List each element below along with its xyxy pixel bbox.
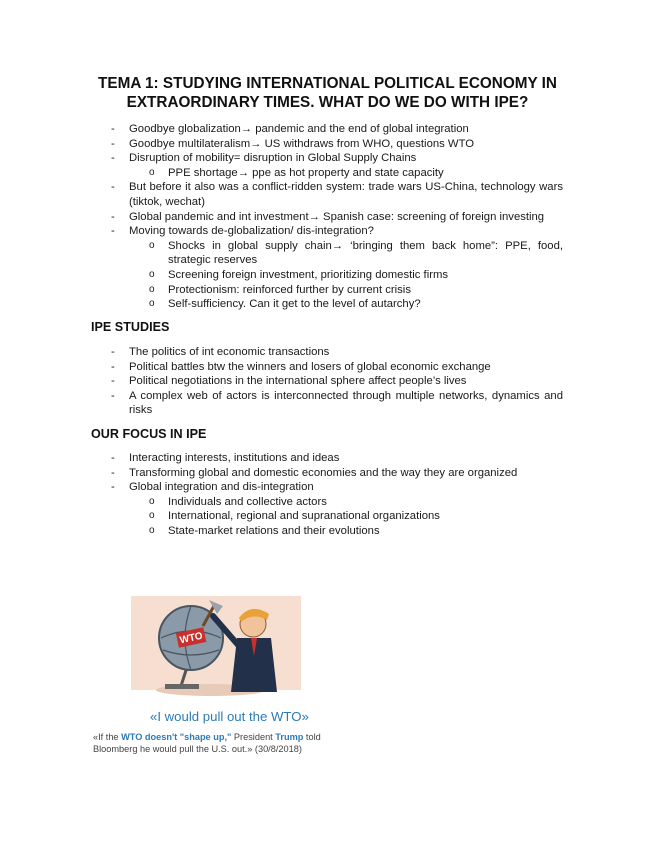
sub-bullet-icon: o [149, 268, 155, 280]
section-heading-our-focus: OUR FOCUS IN IPE [91, 427, 207, 441]
list-item-text: Global pandemic and int investment→ Spanish case: screening of foreign investing [129, 210, 545, 223]
list-item-text: Goodbye globalization→ pandemic and the end of global integration [129, 123, 469, 135]
bullet-icon: - [111, 389, 115, 402]
bullet-icon: - [111, 466, 115, 479]
list-item [0, 137, 563, 152]
list-item [0, 466, 563, 481]
list-item-text: The politics of int economic transactions [129, 346, 330, 358]
list-item-text: Individuals and collective actors [168, 495, 327, 508]
list-item-text: Shocks in global supply chain→ ‘bringing them back home”: PPE, food, strategic reserves [168, 239, 563, 267]
list-item [0, 297, 563, 312]
list-item-text: International, regional and supranational organizations [168, 510, 440, 523]
list-item [0, 210, 563, 225]
bullet-icon: - [111, 152, 115, 165]
quote-part-2: President [231, 732, 276, 742]
list-item-text: Global integration and dis-integration [129, 481, 314, 494]
list-item [0, 451, 563, 466]
bullet-icon: - [111, 225, 115, 238]
quote-trump: Trump [275, 732, 304, 742]
section-heading-ipe-studies: IPE STUDIES [91, 320, 170, 334]
list-item [0, 180, 563, 209]
list-item-text: Screening foreign investment, prioritizing domestic firms [168, 268, 449, 281]
quote-part-3: told Bloomberg he would pull the U.S. out.» (30/8/2018) [93, 732, 321, 754]
figure-quote [93, 732, 343, 755]
list-item-text: Self-sufficiency. Can it get to the level of autarchy? [168, 298, 421, 311]
list-item-text: Protectionism: reinforced further by current crisis [168, 283, 411, 296]
list-item-text: But before it also was a conflict-ridden system: trade wars US-China, technology wars (tiktok, wechat) [129, 181, 563, 208]
list-item [0, 345, 563, 360]
bullet-icon: - [111, 123, 115, 135]
list-item [0, 360, 563, 375]
bullet-icon: - [111, 181, 115, 194]
list-item [0, 224, 563, 239]
our-focus-list [0, 451, 563, 539]
list-item [0, 151, 563, 166]
list-item-text: Interacting interests, institutions and ideas [129, 452, 340, 464]
sub-bullet-icon: o [149, 510, 155, 522]
list-item [0, 268, 563, 283]
ipe-studies-list [0, 345, 563, 418]
list-item-text: Political battles btw the winners and losers of global economic exchange [129, 360, 491, 373]
sub-bullet-icon: o [149, 524, 155, 536]
quote-wto: WTO doesn't "shape up," [121, 732, 232, 742]
list-item-text: A complex web of actors is interconnected through multiple networks, dynamics and risks [129, 389, 563, 417]
list-item [0, 122, 563, 137]
list-item [0, 239, 563, 268]
list-item [0, 389, 563, 418]
list-item-text: Moving towards de-globalization/ dis-integration? [129, 225, 374, 238]
list-item [0, 166, 563, 181]
list-item-text: Transforming global and domestic economies and the way they are organized [129, 466, 518, 479]
bullet-icon: - [111, 210, 115, 223]
list-item [0, 283, 563, 298]
figure-caption: «I would pull out the WTO» [150, 709, 309, 724]
list-item [0, 524, 563, 539]
list-item [0, 480, 563, 495]
list-item-text: Political negotiations in the international sphere affect people’s lives [129, 375, 467, 388]
list-item-text: Goodbye multilateralism→ US withdraws from WHO, questions WTO [129, 137, 475, 150]
list-item [0, 374, 563, 389]
bullet-icon: - [111, 452, 115, 464]
quote-part-1: «If the [93, 732, 122, 742]
sub-bullet-icon: o [149, 298, 155, 310]
wto-figure [91, 594, 343, 770]
list-item [0, 495, 563, 510]
page-title: TEMA 1: STUDYING INTERNATIONAL POLITICAL ECONOMY IN EXTRAORDINARY TIMES. WHAT DO WE DO WITH IPE? [98, 75, 557, 111]
bullet-icon: - [111, 375, 115, 388]
sub-bullet-icon: o [149, 239, 155, 251]
sub-bullet-icon: o [149, 166, 155, 178]
list-item [0, 509, 563, 524]
sub-bullet-icon: o [149, 495, 155, 507]
list-item-text: Disruption of mobility= disruption in Global Supply Chains [129, 152, 417, 165]
intro-list [0, 122, 563, 312]
sub-bullet-icon: o [149, 283, 155, 295]
list-item-text: PPE shortage→ ppe as hot property and state capacity [168, 166, 444, 179]
globe-base [165, 684, 199, 689]
bullet-icon: - [111, 346, 115, 358]
globe-label: WTO [178, 630, 204, 647]
bullet-icon: - [111, 481, 115, 494]
bullet-icon: - [111, 137, 115, 150]
bullet-icon: - [111, 360, 115, 373]
wto-cartoon [91, 594, 343, 706]
list-item-text: State-market relations and their evolutions [168, 524, 380, 537]
